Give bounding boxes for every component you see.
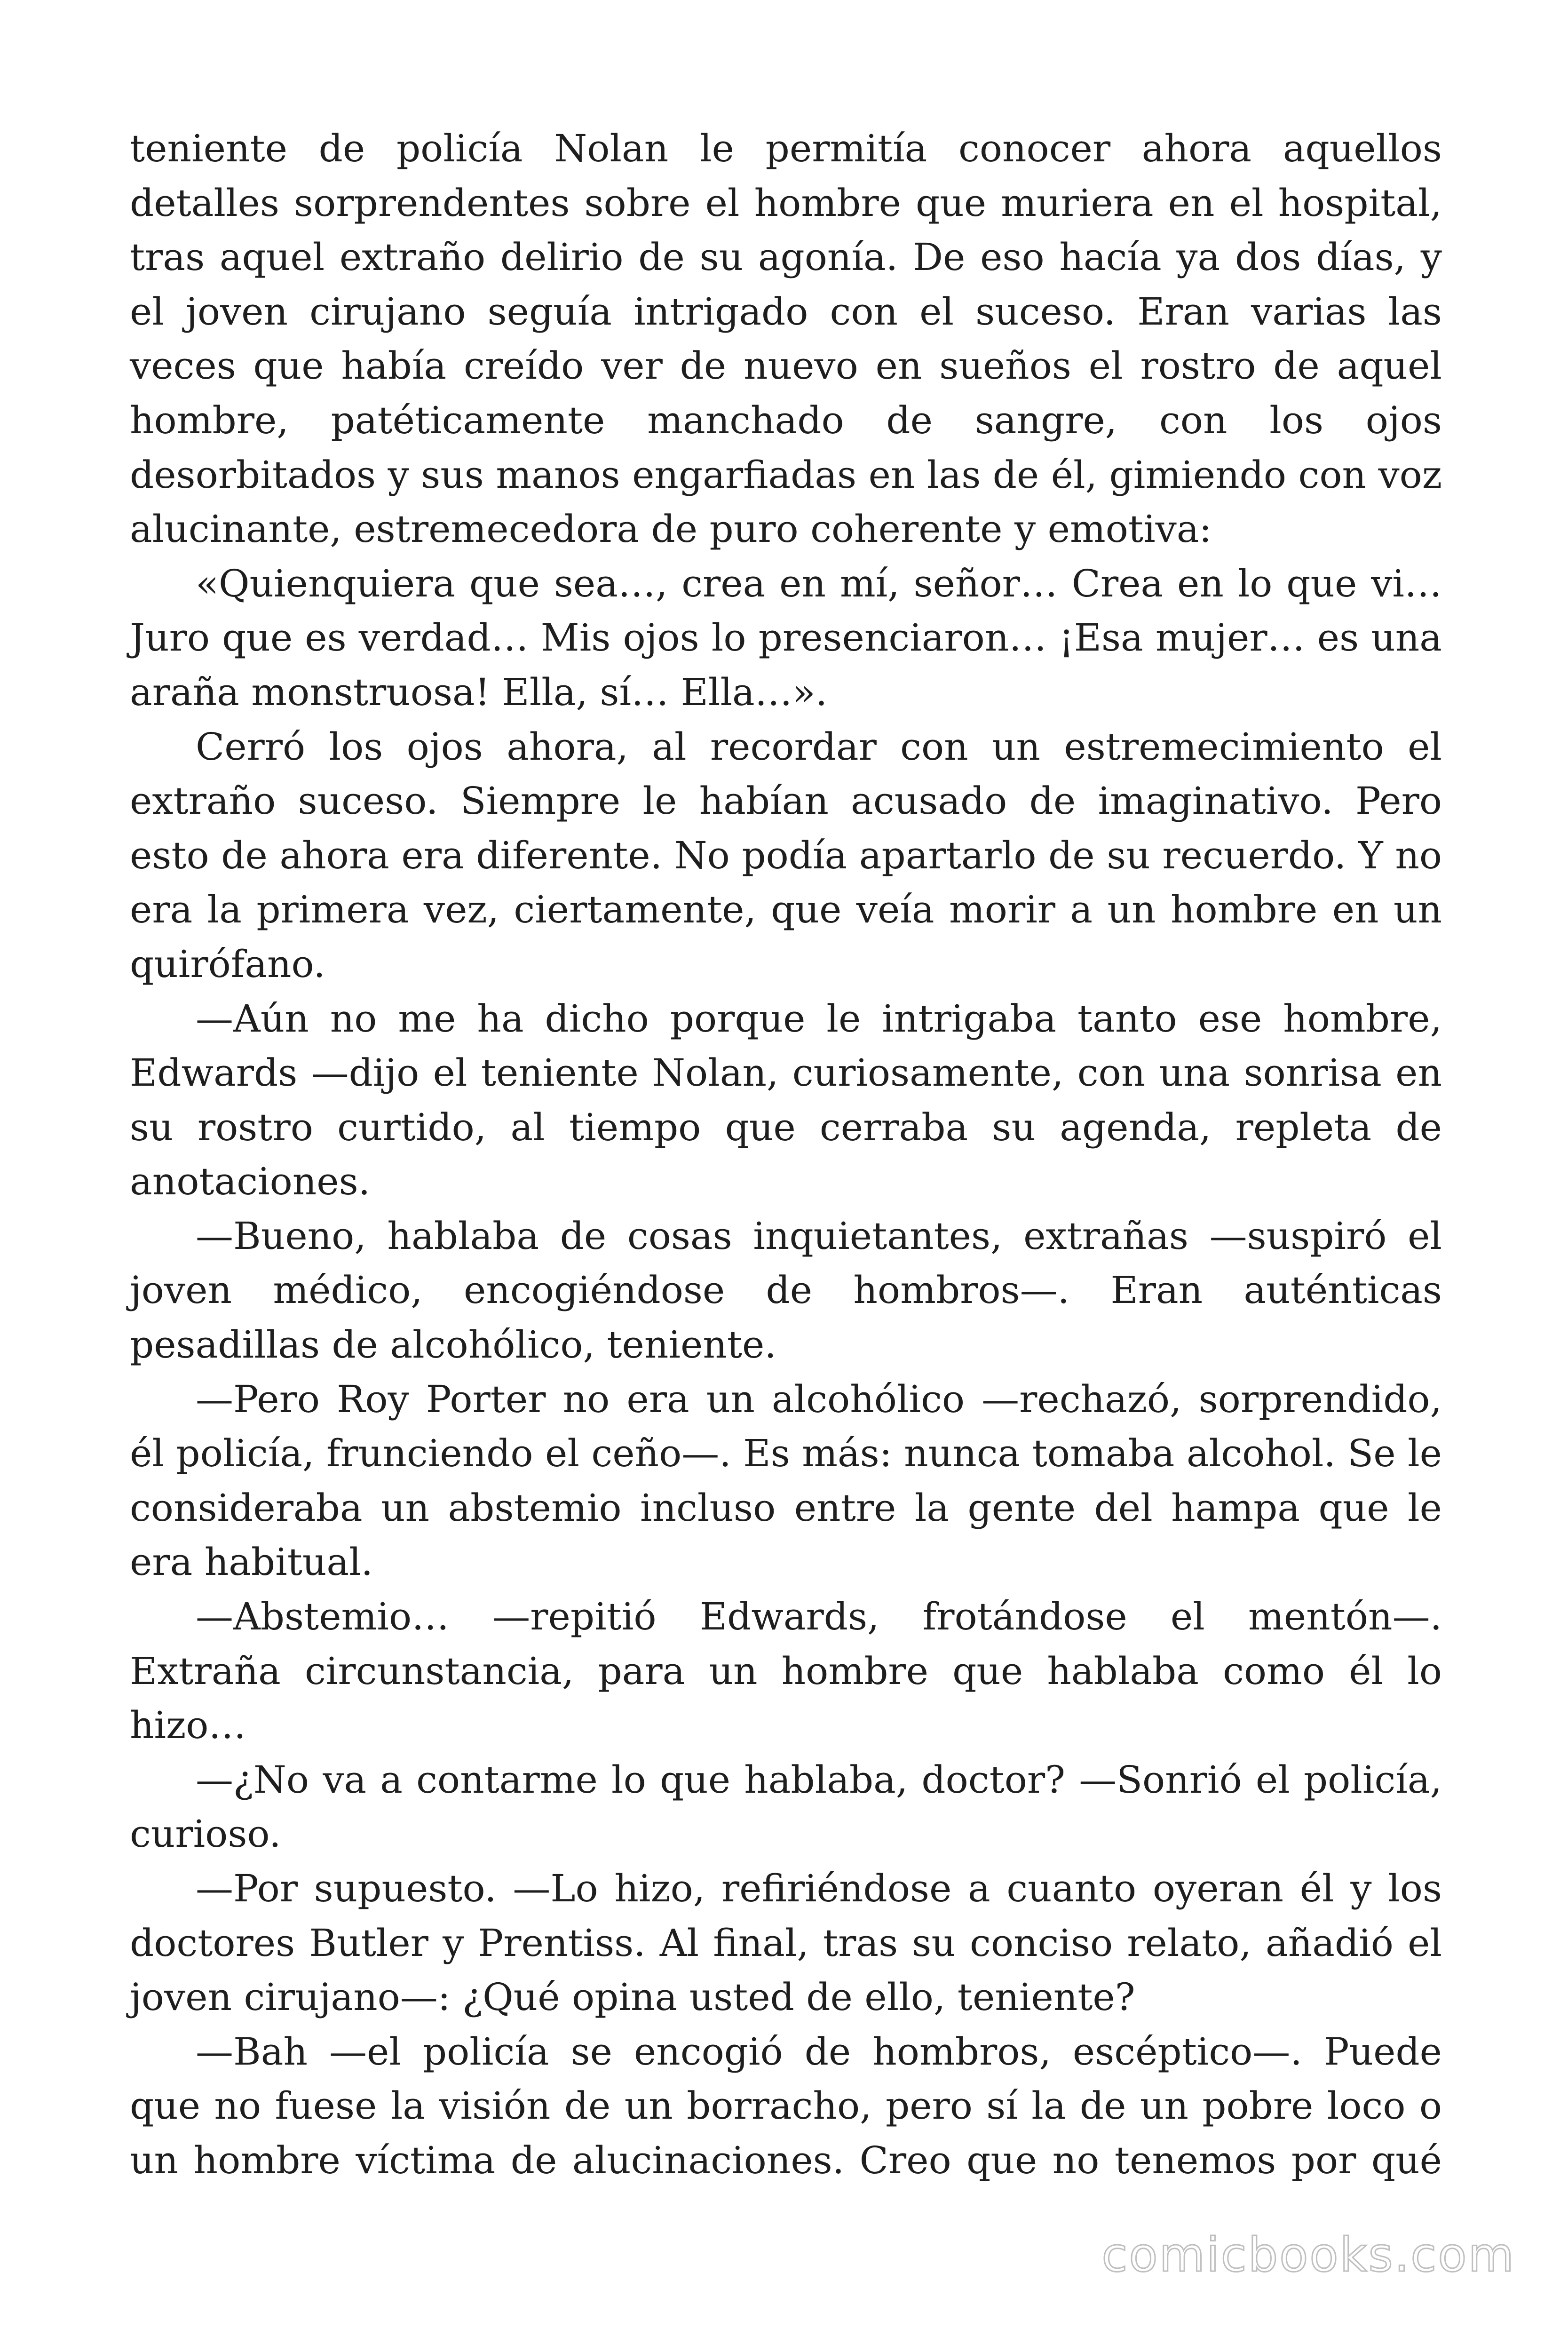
paragraph-5: —Bueno, hablaba de cosas inquietantes, extrañas —suspiró el joven médico, encogiéndose de hombros—. Eran auténticas pesadillas de alcohólico, teniente. [130, 1214, 1442, 1367]
paragraph-8: —¿No va a contarme lo que hablaba, doctor? —Sonrió el policía, curioso. [130, 1757, 1442, 1856]
paragraph-6: —Pero Roy Porter no era un alcohólico —rechazó, sorprendido, él policía, frunciendo el ceño—. Es más: nunca tomaba alcohol. Se le consideraba un abstemio incluso entre la gente del hampa que le era habitual. [130, 1377, 1442, 1584]
paragraph-3: Cerró los ojos ahora, al recordar con un estremecimiento el extraño suceso. Siempre le habían acusado de imaginativo. Pero esto de ahora era diferente. No podía apartarlo de su recuerdo. Y no era la primera vez, ciertamente, que veía morir a un hombre en un quirófano. [130, 724, 1442, 986]
paragraph-7: —Abstemio… —repitió Edwards, frotándose el mentón—. Extraña circunstancia, para un hombre que hablaba como él lo hizo… [130, 1595, 1442, 1748]
watermark: comicbooks.com [1101, 2227, 1515, 2282]
paragraph-2: «Quienquiera que sea…, crea en mí, señor… Crea en lo que vi… Juro que es verdad… Mis ojos lo presenciaron… ¡Esa mujer… es una araña monstruosa! Ella, sí… Ella…». [130, 561, 1442, 714]
paragraph-4: —Aún no me ha dicho porque le intrigaba tanto ese hombre, Edwards —dijo el teniente Nolan, curiosamente, con una sonrisa en su rostro curtido, al tiempo que cerraba su agenda, repleta de anotaciones. [130, 996, 1442, 1204]
paragraph-9: —Por supuesto. —Lo hizo, refiriéndose a cuanto oyeran él y los doctores Butler y Prentiss. Al final, tras su conciso relato, añadió el joven cirujano—: ¿Qué opina usted de ello, teniente? [130, 1867, 1442, 2019]
paragraph-10: —Bah —el policía se encogió de hombros, escéptico—. Puede que no fuese la visión de un borracho, pero sí la de un pobre loco o un hombre víctima de alucinaciones. Creo que no tenemos por qué [130, 2029, 1442, 2182]
page-body [130, 121, 1442, 2188]
paragraph-1: teniente de policía Nolan le permitía conocer ahora aquellos detalles sorprendentes sobre el hombre que muriera en el hospital, tras aquel extraño delirio de su agonía. De eso hacía ya dos días, y el joven cirujano seguía intrigado con el suceso. Eran varias las veces que había creído ver de nuevo en sueños el rostro de aquel hombre, patéticamente manchado de sangre, con los ojos desorbitados y sus manos engarfiadas en las de él, gimiendo con voz alucinante, estremecedora de puro coherente y emotiva: [130, 127, 1442, 551]
